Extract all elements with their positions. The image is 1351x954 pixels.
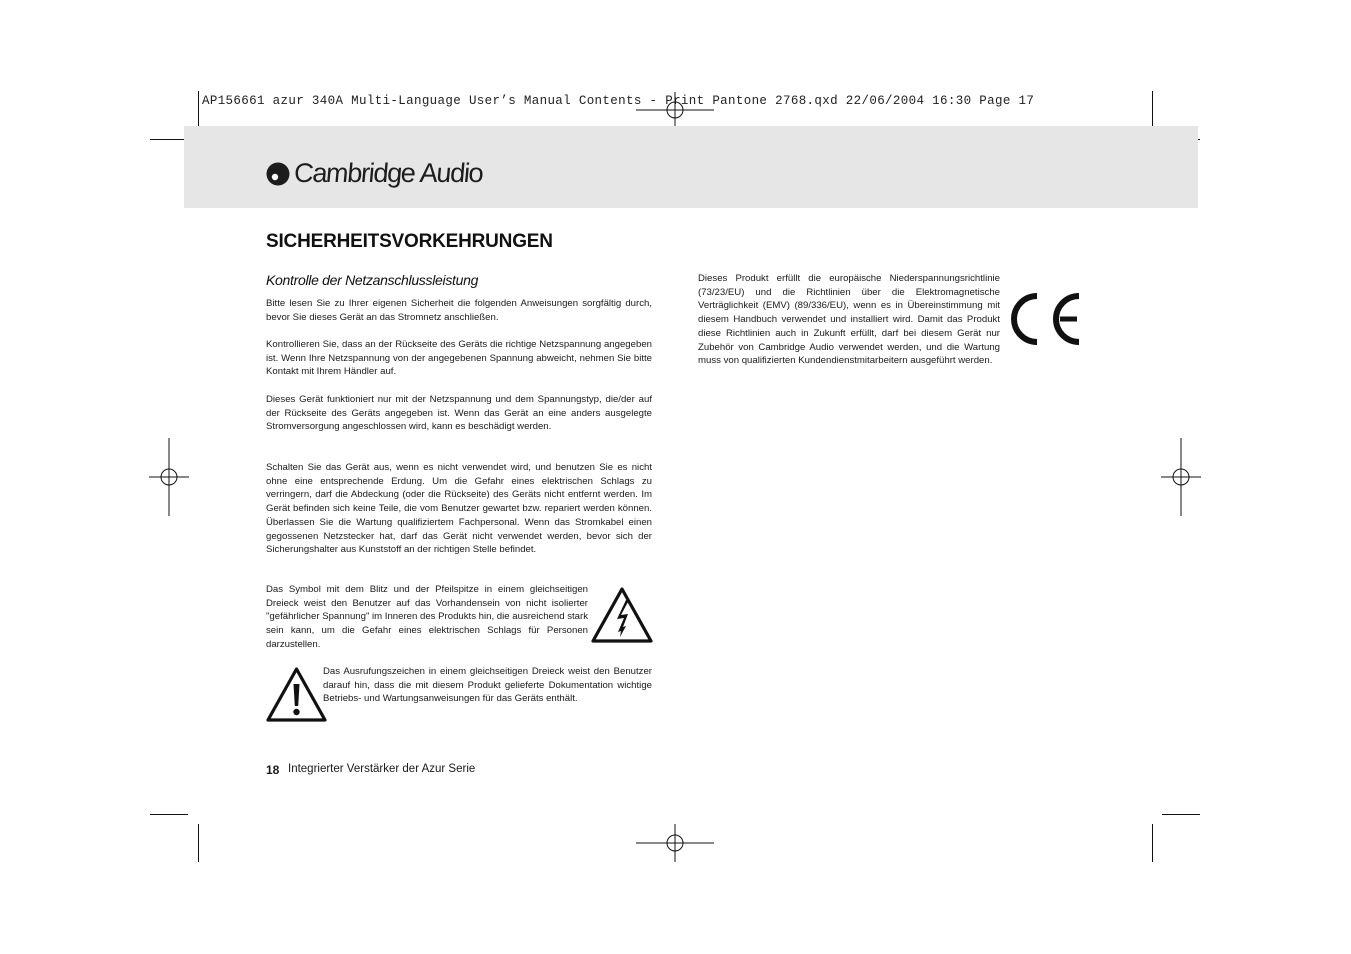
paragraph-exclamation-symbol: Das Ausrufungszeichen in einem gleichseitigen Dreieck weist den Benutzer darauf hin, dass die mit diesem Produkt gelieferte Dokumentation wichtige Betriebs- und Wartungsanweisungen für das Geräts enthält.	[323, 666, 652, 705]
cambridge-audio-logo-icon	[266, 162, 290, 186]
registration-mark-left	[149, 438, 189, 516]
footer-caption: Integrierter Verstärker der Azur Serie	[288, 763, 476, 775]
paragraph-voltage-type: Dieses Gerät funktioniert nur mit der Netzspannung und dem Spannungstyp, die/der auf der Rückseite des Geräts angegeben ist. Wenn das Gerät an eine anders ausgelegte Stromversorgung angeschlossen wird, kann es beschädigt werden.	[266, 394, 652, 433]
registration-mark-right	[1161, 438, 1201, 516]
exclamation-warning-icon	[265, 666, 328, 724]
paragraph-ce-compliance: Dieses Produkt erfüllt die europäische Niederspannungsrichtlinie (73/23/EU) und die Richtlinien über die Elektromagnetische Verträglichkeit (EMV) (89/336/EU), wenn es in Übereinstimmung mit diesem Handbuch verwendet und installiert wird. Damit das Produkt diese Richtlinien auch in Zukunft erfüllt, darf bei diesem Gerät nur Zubehör von Cambridge Audio verwendet werden, und die Wartung muss von qualifizierten Kundendienstmitarbeitern ausgeführt werden.	[698, 273, 1000, 367]
registration-mark-bottom	[636, 824, 714, 862]
paragraph-voltage-check: Kontrollieren Sie, dass an der Rückseite des Geräts die richtige Netzspannung angegeben ist. Wenn Ihre Netzspannung von der angegebenen Spannung abweicht, nehmen Sie bitte Kontakt mit Ihrem Händler auf.	[266, 339, 652, 378]
print-slug: AP156661 azur 340A Multi-Language User’s Manual Contents - Print Pantone 2768.qxd 22/06/2004 16:30 Page 17	[202, 94, 1035, 108]
page-title: SICHERHEITSVORKEHRUNGEN	[266, 231, 553, 252]
registration-mark-top	[636, 92, 714, 128]
page-number: 18	[266, 763, 280, 777]
paragraph-grounding: Schalten Sie das Gerät aus, wenn es nicht verwendet wird, und benutzen Sie es nicht ohne eine entsprechende Erdung. Um die Gefahr eines elektrischen Schlags zu verringern, darf die Abdeckung (oder die Rückseite) des Geräts nicht entfernt werden. Im Gerät befinden sich keine Teile, die vom Benutzer gewartet bzw. repariert werden können. Überlassen Sie die Wartung qualifiziertem Fachpersonal. Wenn das Stromkabel einen gegossenen Netzstecker hat, darf das Gerät nicht verwendet werden, bevor sich der Sicherungshalter aus Kunststoff an der richtigen Stelle befindet.	[266, 462, 652, 556]
brand-name: Cambridge Audio	[292, 158, 484, 188]
paragraph-intro: Bitte lesen Sie zu Ihrer eigenen Sicherheit die folgenden Anweisungen sorgfältig durch, bevor Sie dieses Gerät an das Stromnetz anschließen.	[266, 298, 652, 323]
brand-logo	[266, 158, 482, 189]
lightning-warning-icon	[590, 586, 654, 645]
section-subtitle: Kontrolle der Netzanschlussleistung	[266, 272, 479, 288]
ce-mark-icon	[1006, 290, 1084, 348]
paragraph-lightning-symbol: Das Symbol mit dem Blitz und der Pfeilspitze in einem gleichseitigen Dreieck weist den Benutzer auf das Vorhandensein von nicht isolierter "gefährlicher Spannung" im Inneren des Produkts hin, die ausreichend stark sein kann, um die Gefahr eines elektrischen Schlags für Personen darzustellen.	[266, 584, 588, 650]
